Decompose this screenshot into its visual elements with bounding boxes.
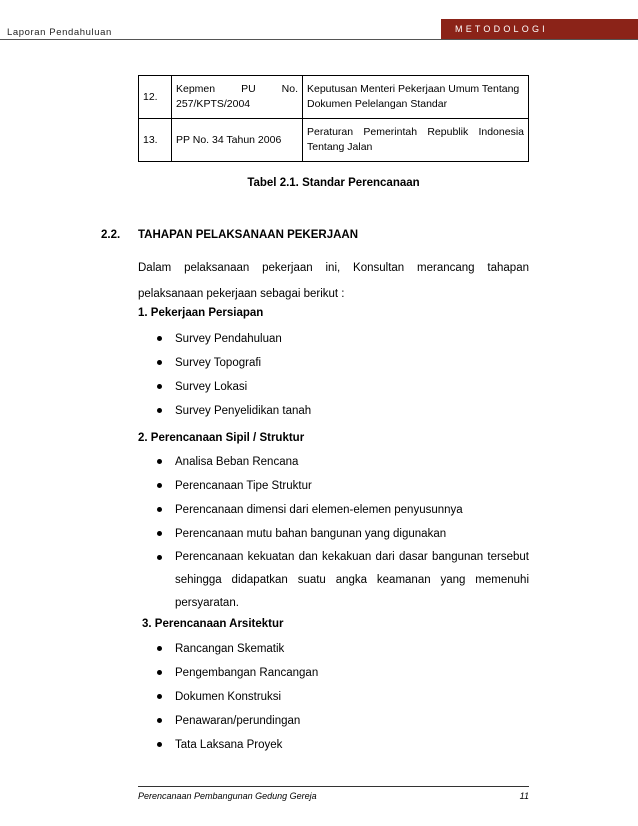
row-number: 12. [139, 76, 172, 119]
list-item-text: Pengembangan Rancangan [175, 667, 319, 679]
bullet-icon [157, 483, 162, 488]
list-item-text: Perencanaan mutu bahan bangunan yang digunakan [175, 528, 447, 540]
description-line: Peraturan Pemerintah Republik Indonesia [307, 126, 524, 138]
description-line: Tentang Jalan [307, 141, 373, 153]
list-item [155, 546, 529, 615]
bullet-icon [157, 531, 162, 536]
bullet-list [155, 637, 529, 757]
list-item-text: Survey Pendahuluan [175, 333, 282, 345]
bullet-icon [157, 384, 162, 389]
list-item [155, 375, 529, 399]
list-item-text: Survey Lokasi [175, 381, 248, 393]
intro-paragraph [138, 255, 529, 307]
list-item [155, 327, 529, 351]
section-number: 2.2. [101, 229, 121, 241]
list-item-text: Tata Laksana Proyek [175, 739, 283, 751]
description-line: Keputusan Menteri Pekerjaan Umum Tentang [307, 83, 520, 95]
list-item [155, 399, 529, 423]
list-item [155, 522, 529, 546]
list-item-text: Rancangan Skematik [175, 643, 285, 655]
footer-project-title: Perencanaan Pembangunan Gedung Gereja [138, 791, 317, 801]
paragraph-line: Dalam pelaksanaan pekerjaan ini, Konsultan merancang tahapan [138, 262, 529, 274]
list-item [155, 637, 529, 661]
list-item [155, 709, 529, 733]
bullet-list [155, 450, 529, 615]
list-item [155, 685, 529, 709]
bullet-icon [157, 408, 162, 413]
section-title: TAHAPAN PELAKSANAAN PEKERJAAN [138, 229, 359, 241]
subsection-title: 2. Perencanaan Sipil / Struktur [138, 432, 305, 444]
list-item-text: Analisa Beban Rencana [175, 456, 299, 468]
reference-line: Kepmen PU No. [176, 83, 298, 95]
list-item [155, 474, 529, 498]
header-chapter-badge: METODOLOGI [441, 19, 638, 39]
list-item-text: Perencanaan Tipe Struktur [175, 480, 312, 492]
list-item-text: Survey Topografi [175, 357, 262, 369]
list-item-text: Perencanaan kekuatan dan kekakuan dari dasar bangunan tersebut [175, 551, 529, 563]
list-item [155, 450, 529, 474]
description-line: Dokumen Pelelangan Standar [307, 98, 448, 110]
list-item [155, 351, 529, 375]
list-item-text: Perencanaan dimensi dari elemen-elemen penyusunnya [175, 504, 463, 516]
list-item-text: Dokumen Konstruksi [175, 691, 282, 703]
subsection-title: 1. Pekerjaan Persiapan [138, 307, 264, 319]
table-caption: Tabel 2.1. Standar Perencanaan [247, 177, 420, 189]
list-item-text: Penawaran/perundingan [175, 715, 301, 727]
bullet-icon [157, 459, 162, 464]
row-description [303, 76, 529, 119]
page-number: 11 [519, 791, 529, 801]
list-item-text: Survey Penyelidikan tanah [175, 405, 312, 417]
bullet-icon [157, 742, 162, 747]
footer-divider [138, 786, 529, 787]
bullet-icon [157, 646, 162, 651]
bullet-icon [157, 555, 162, 560]
bullet-icon [157, 336, 162, 341]
list-item [155, 498, 529, 522]
row-reference: PP No. 34 Tahun 2006 [172, 119, 303, 162]
standards-table [138, 75, 529, 162]
subsection-title: 3. Perencanaan Arsitektur [142, 618, 284, 630]
header-divider [0, 39, 638, 40]
list-item [155, 733, 529, 757]
list-item [155, 661, 529, 685]
bullet-icon [157, 694, 162, 699]
list-item-text: persyaratan. [175, 597, 239, 609]
table-row [139, 119, 529, 162]
paragraph-line: pelaksanaan pekerjaan sebagai berikut : [138, 288, 345, 300]
list-item-text: sehingga didapatkan suatu angka keamanan yang memenuhi [175, 574, 529, 586]
table-row [139, 76, 529, 119]
row-description [303, 119, 529, 162]
header-document-title: Laporan Pendahuluan [7, 27, 112, 38]
bullet-icon [157, 670, 162, 675]
row-number: 13. [139, 119, 172, 162]
bullet-icon [157, 360, 162, 365]
reference-line: 257/KPTS/2004 [176, 98, 251, 110]
bullet-icon [157, 718, 162, 723]
bullet-icon [157, 507, 162, 512]
bullet-list [155, 327, 529, 423]
row-reference [172, 76, 303, 119]
